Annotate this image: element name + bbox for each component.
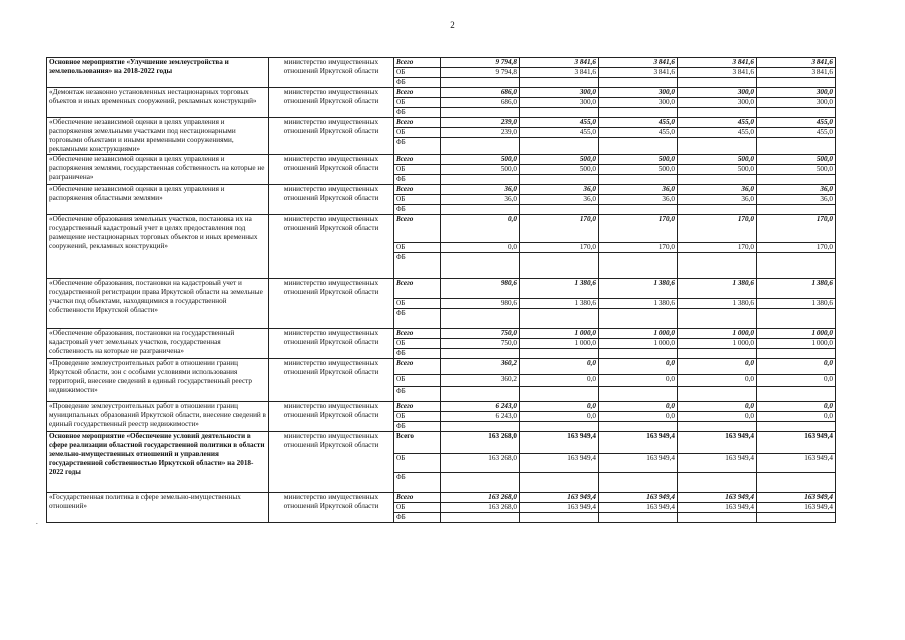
executor-cell: министерство имущественных отношений Иркутской области xyxy=(269,493,394,523)
amount-cell xyxy=(441,253,520,279)
amount-cell: 0,0 xyxy=(757,412,836,422)
amount-cell: 163 949,4 xyxy=(599,503,678,513)
amount-cell: 1 000,0 xyxy=(757,339,836,349)
table-row xyxy=(47,359,836,375)
amount-cell: 36,0 xyxy=(441,195,520,205)
amount-cell: 1 380,6 xyxy=(678,299,757,309)
amount-cell: 3 841,6 xyxy=(757,68,836,78)
amount-cell: 455,0 xyxy=(678,128,757,138)
amount-cell: 300,0 xyxy=(520,88,599,98)
amount-cell: 3 841,6 xyxy=(520,68,599,78)
funding-source: Всего xyxy=(394,329,441,339)
amount-cell xyxy=(441,513,520,523)
amount-cell xyxy=(520,387,599,402)
amount-cell: 500,0 xyxy=(599,165,678,175)
amount-cell: 300,0 xyxy=(757,88,836,98)
amount-cell: 455,0 xyxy=(599,128,678,138)
amount-cell xyxy=(599,422,678,432)
amount-cell: 500,0 xyxy=(441,165,520,175)
table-row xyxy=(47,185,836,195)
funding-source: ОБ xyxy=(394,299,441,309)
executor-cell: министерство имущественных отношений Иркутской области xyxy=(269,215,394,279)
amount-cell: 163 949,4 xyxy=(678,432,757,454)
executor-cell: министерство имущественных отношений Иркутской области xyxy=(269,88,394,118)
amount-cell: 6 243,0 xyxy=(441,402,520,412)
executor-cell: министерство имущественных отношений Иркутской области xyxy=(269,402,394,432)
funding-source: ФБ xyxy=(394,108,441,118)
amount-cell xyxy=(757,205,836,215)
amount-cell: 163 949,4 xyxy=(599,454,678,473)
funding-source: ФБ xyxy=(394,422,441,432)
executor-cell: министерство имущественных отношений Иркутской области xyxy=(269,329,394,359)
amount-cell: 163 268,0 xyxy=(441,503,520,513)
funding-source: ОБ xyxy=(394,128,441,138)
amount-cell: 300,0 xyxy=(599,88,678,98)
amount-cell: 455,0 xyxy=(757,118,836,128)
amount-cell xyxy=(678,175,757,185)
activity-name: «Проведение землеустроительных работ в отношении границ Иркутской области, зон с особыми условиями использования территорий, внесение сведений в единый государственный реестр недвижимости» xyxy=(47,359,269,402)
funding-source: ОБ xyxy=(394,503,441,513)
funding-source: Всего xyxy=(394,432,441,454)
amount-cell: 36,0 xyxy=(520,185,599,195)
table-row xyxy=(47,329,836,339)
funding-source: ФБ xyxy=(394,138,441,155)
funding-source: Всего xyxy=(394,155,441,165)
amount-cell: 0,0 xyxy=(678,402,757,412)
amount-cell: 500,0 xyxy=(678,155,757,165)
amount-cell: 170,0 xyxy=(678,215,757,243)
funding-source: ОБ xyxy=(394,98,441,108)
funding-source: Всего xyxy=(394,359,441,375)
budget-table xyxy=(46,57,836,523)
amount-cell xyxy=(757,349,836,359)
amount-cell: 300,0 xyxy=(599,98,678,108)
activity-name: Основное мероприятие «Улучшение землеустройства и землепользования» на 2018-2022 годы xyxy=(47,58,269,88)
funding-source: ФБ xyxy=(394,473,441,493)
amount-cell xyxy=(757,78,836,88)
funding-source: ОБ xyxy=(394,454,441,473)
amount-cell xyxy=(441,349,520,359)
amount-cell: 750,0 xyxy=(441,339,520,349)
activity-name: «Обеспечение независимой оценки в целях управления и распоряжения землями, государственная собственность на которые не разграничена» xyxy=(47,155,269,185)
amount-cell: 9 794,8 xyxy=(441,68,520,78)
amount-cell xyxy=(599,387,678,402)
amount-cell: 163 949,4 xyxy=(599,493,678,503)
amount-cell xyxy=(599,108,678,118)
amount-cell xyxy=(678,309,757,329)
amount-cell: 163 949,4 xyxy=(599,432,678,454)
funding-source: Всего xyxy=(394,493,441,503)
funding-source: Всего xyxy=(394,215,441,243)
activity-name: «Обеспечение образования, постановки на кадастровый учет и государственной регистрации права Иркутской области на земельные участки под объектами, находящимися в государственной собственности Иркутской области» xyxy=(47,279,269,329)
table-row xyxy=(47,118,836,128)
amount-cell xyxy=(599,513,678,523)
activity-name: Основное мероприятие «Обеспечение условий деятельности в сфере реализации областной государственной политики в области земельно-имущественных отношений и управления государственной собственностью Иркутской области» на 2018-2022 годы xyxy=(47,432,269,493)
funding-source: ОБ xyxy=(394,339,441,349)
amount-cell: 360,2 xyxy=(441,375,520,387)
amount-cell: 163 949,4 xyxy=(678,454,757,473)
amount-cell xyxy=(757,253,836,279)
amount-cell: 0,0 xyxy=(520,359,599,375)
amount-cell: 3 841,6 xyxy=(757,58,836,68)
amount-cell: 170,0 xyxy=(757,215,836,243)
amount-cell: 1 380,6 xyxy=(520,299,599,309)
amount-cell: 500,0 xyxy=(520,155,599,165)
amount-cell xyxy=(757,422,836,432)
amount-cell: 1 000,0 xyxy=(757,329,836,339)
amount-cell: 163 949,4 xyxy=(757,503,836,513)
amount-cell: 0,0 xyxy=(757,359,836,375)
amount-cell: 500,0 xyxy=(678,165,757,175)
amount-cell xyxy=(520,309,599,329)
amount-cell: 170,0 xyxy=(520,215,599,243)
page-number: 2 xyxy=(450,20,455,30)
amount-cell xyxy=(599,309,678,329)
amount-cell xyxy=(520,78,599,88)
amount-cell: 0,0 xyxy=(599,359,678,375)
executor-cell: министерство имущественных отношений Иркутской области xyxy=(269,118,394,155)
amount-cell: 980,6 xyxy=(441,299,520,309)
amount-cell: 455,0 xyxy=(599,118,678,128)
amount-cell: 500,0 xyxy=(757,155,836,165)
amount-cell: 3 841,6 xyxy=(678,68,757,78)
amount-cell: 163 949,4 xyxy=(757,432,836,454)
funding-source: Всего xyxy=(394,185,441,195)
executor-cell: министерство имущественных отношений Иркутской области xyxy=(269,58,394,88)
activity-name: «Обеспечение образования, постановки на государственный кадастровый учет земельных участков, государственная собственность на которые не разграничена» xyxy=(47,329,269,359)
amount-cell xyxy=(678,473,757,493)
amount-cell xyxy=(757,175,836,185)
amount-cell: 455,0 xyxy=(520,128,599,138)
funding-source: ФБ xyxy=(394,349,441,359)
executor-cell: министерство имущественных отношений Иркутской области xyxy=(269,432,394,493)
amount-cell xyxy=(520,422,599,432)
amount-cell: 0,0 xyxy=(441,243,520,253)
amount-cell xyxy=(520,108,599,118)
executor-cell: министерство имущественных отношений Иркутской области xyxy=(269,279,394,329)
amount-cell xyxy=(441,175,520,185)
amount-cell: 1 000,0 xyxy=(599,339,678,349)
amount-cell: 0,0 xyxy=(757,402,836,412)
amount-cell xyxy=(678,205,757,215)
funding-source: ФБ xyxy=(394,387,441,402)
amount-cell xyxy=(678,513,757,523)
amount-cell: 300,0 xyxy=(520,98,599,108)
amount-cell xyxy=(441,205,520,215)
amount-cell xyxy=(757,108,836,118)
amount-cell xyxy=(757,513,836,523)
amount-cell xyxy=(441,387,520,402)
amount-cell: 163 949,4 xyxy=(520,432,599,454)
amount-cell xyxy=(441,108,520,118)
amount-cell: 1 000,0 xyxy=(678,329,757,339)
amount-cell: 36,0 xyxy=(599,185,678,195)
table-row xyxy=(47,493,836,503)
amount-cell xyxy=(441,309,520,329)
amount-cell: 163 949,4 xyxy=(520,454,599,473)
amount-cell: 0,0 xyxy=(599,412,678,422)
funding-source: ФБ xyxy=(394,205,441,215)
amount-cell: 163 949,4 xyxy=(678,503,757,513)
funding-source: ОБ xyxy=(394,195,441,205)
amount-cell xyxy=(757,387,836,402)
amount-cell: 163 268,0 xyxy=(441,454,520,473)
table-row xyxy=(47,88,836,98)
amount-cell: 980,6 xyxy=(441,279,520,299)
table-row xyxy=(47,279,836,299)
amount-cell: 1 000,0 xyxy=(520,329,599,339)
amount-cell xyxy=(678,78,757,88)
amount-cell: 0,0 xyxy=(520,412,599,422)
amount-cell: 360,2 xyxy=(441,359,520,375)
activity-name: «Государственная политика в сфере земельно-имущественных отношений» xyxy=(47,493,269,523)
amount-cell: 163 949,4 xyxy=(757,454,836,473)
amount-cell xyxy=(757,473,836,493)
amount-cell: 300,0 xyxy=(757,98,836,108)
amount-cell xyxy=(520,205,599,215)
amount-cell xyxy=(678,138,757,155)
funding-source: ОБ xyxy=(394,243,441,253)
amount-cell xyxy=(441,473,520,493)
amount-cell: 163 268,0 xyxy=(441,493,520,503)
amount-cell: 300,0 xyxy=(678,88,757,98)
amount-cell: 300,0 xyxy=(678,98,757,108)
amount-cell xyxy=(599,253,678,279)
amount-cell xyxy=(599,473,678,493)
amount-cell: 170,0 xyxy=(599,215,678,243)
amount-cell: 3 841,6 xyxy=(678,58,757,68)
funding-source: ФБ xyxy=(394,175,441,185)
activity-name: «Обеспечение образования земельных участков, постановка их на государственный кадастровый учет в целях предоставления под размещение нестационарных торговых объектов и иных временных сооружений, рекламных конструкций» xyxy=(47,215,269,279)
funding-source: Всего xyxy=(394,279,441,299)
amount-cell: 163 949,4 xyxy=(757,493,836,503)
amount-cell xyxy=(678,253,757,279)
amount-cell xyxy=(678,108,757,118)
amount-cell: 170,0 xyxy=(757,243,836,253)
amount-cell xyxy=(599,138,678,155)
amount-cell: 500,0 xyxy=(441,155,520,165)
amount-cell xyxy=(678,387,757,402)
amount-cell: 0,0 xyxy=(520,375,599,387)
amount-cell: 36,0 xyxy=(678,185,757,195)
amount-cell: 36,0 xyxy=(678,195,757,205)
amount-cell: 455,0 xyxy=(520,118,599,128)
amount-cell: 239,0 xyxy=(441,128,520,138)
funding-source: Всего xyxy=(394,118,441,128)
amount-cell xyxy=(520,138,599,155)
amount-cell: 686,0 xyxy=(441,98,520,108)
funding-source: Всего xyxy=(394,58,441,68)
amount-cell xyxy=(520,253,599,279)
amount-cell xyxy=(678,422,757,432)
amount-cell: 0,0 xyxy=(678,375,757,387)
table-row xyxy=(47,215,836,243)
amount-cell: 1 380,6 xyxy=(757,279,836,299)
amount-cell: 1 000,0 xyxy=(678,339,757,349)
amount-cell: 686,0 xyxy=(441,88,520,98)
amount-cell xyxy=(520,473,599,493)
executor-cell: министерство имущественных отношений Иркутской области xyxy=(269,155,394,185)
amount-cell xyxy=(599,78,678,88)
funding-source: ОБ xyxy=(394,68,441,78)
amount-cell: 1 000,0 xyxy=(520,339,599,349)
amount-cell: 500,0 xyxy=(757,165,836,175)
activity-name: «Обеспечение независимой оценки в целях управления и распоряжения земельными участками под нестационарными торговыми объектами и иными временными сооружениями, рекламными конструкциями» xyxy=(47,118,269,155)
activity-name: «Демонтаж незаконно установленных нестационарных торговых объектов и иных временных сооружений, рекламных конструкций» xyxy=(47,88,269,118)
amount-cell xyxy=(757,138,836,155)
amount-cell: 36,0 xyxy=(757,195,836,205)
amount-cell: 0,0 xyxy=(520,402,599,412)
activity-name: «Обеспечение независимой оценки в целях управления и распоряжения областными землями» xyxy=(47,185,269,215)
amount-cell: 163 268,0 xyxy=(441,432,520,454)
amount-cell: 170,0 xyxy=(678,243,757,253)
amount-cell: 0,0 xyxy=(678,412,757,422)
amount-cell: 163 949,4 xyxy=(520,493,599,503)
amount-cell: 1 380,6 xyxy=(520,279,599,299)
amount-cell: 3 841,6 xyxy=(520,58,599,68)
amount-cell: 36,0 xyxy=(520,195,599,205)
amount-cell xyxy=(678,349,757,359)
funding-source: ОБ xyxy=(394,412,441,422)
amount-cell: 1 000,0 xyxy=(599,329,678,339)
amount-cell: 750,0 xyxy=(441,329,520,339)
amount-cell xyxy=(599,205,678,215)
funding-source: ОБ xyxy=(394,165,441,175)
amount-cell: 0,0 xyxy=(599,402,678,412)
table-row xyxy=(47,402,836,412)
amount-cell xyxy=(441,78,520,88)
amount-cell: 1 380,6 xyxy=(599,279,678,299)
amount-cell: 0,0 xyxy=(678,359,757,375)
table-row xyxy=(47,155,836,165)
amount-cell: 0,0 xyxy=(441,215,520,243)
amount-cell: 500,0 xyxy=(520,165,599,175)
amount-cell: 500,0 xyxy=(599,155,678,165)
amount-cell: 163 949,4 xyxy=(678,493,757,503)
amount-cell xyxy=(520,513,599,523)
amount-cell xyxy=(599,175,678,185)
funding-source: ФБ xyxy=(394,513,441,523)
funding-source: ОБ xyxy=(394,375,441,387)
amount-cell: 0,0 xyxy=(757,375,836,387)
amount-cell: 9 794,8 xyxy=(441,58,520,68)
executor-cell: министерство имущественных отношений Иркутской области xyxy=(269,185,394,215)
amount-cell: 455,0 xyxy=(678,118,757,128)
amount-cell xyxy=(520,175,599,185)
amount-cell: 6 243,0 xyxy=(441,412,520,422)
amount-cell: 0,0 xyxy=(599,375,678,387)
table-row xyxy=(47,432,836,454)
executor-cell: министерство имущественных отношений Иркутской области xyxy=(269,359,394,402)
amount-cell: 1 380,6 xyxy=(757,299,836,309)
amount-cell: 455,0 xyxy=(757,128,836,138)
amount-cell xyxy=(757,309,836,329)
amount-cell: 1 380,6 xyxy=(678,279,757,299)
funding-source: Всего xyxy=(394,88,441,98)
amount-cell: 239,0 xyxy=(441,118,520,128)
amount-cell xyxy=(441,138,520,155)
amount-cell: 36,0 xyxy=(599,195,678,205)
amount-cell xyxy=(520,349,599,359)
amount-cell: 170,0 xyxy=(599,243,678,253)
amount-cell: 170,0 xyxy=(520,243,599,253)
funding-source: ФБ xyxy=(394,253,441,279)
amount-cell: 3 841,6 xyxy=(599,58,678,68)
amount-cell: 36,0 xyxy=(757,185,836,195)
amount-cell: 1 380,6 xyxy=(599,299,678,309)
table-row xyxy=(47,58,836,68)
budget-table-body xyxy=(47,58,836,523)
amount-cell xyxy=(599,349,678,359)
amount-cell: 163 949,4 xyxy=(520,503,599,513)
activity-name: «Проведение землеустроительных работ в отношении границ муниципальных образований Иркутской области, внесение сведений в единый государственный реестр недвижимости» xyxy=(47,402,269,432)
funding-source: ФБ xyxy=(394,78,441,88)
amount-cell xyxy=(441,422,520,432)
amount-cell: 36,0 xyxy=(441,185,520,195)
stray-mark: . xyxy=(36,518,38,526)
funding-source: Всего xyxy=(394,402,441,412)
funding-source: ФБ xyxy=(394,309,441,329)
amount-cell: 3 841,6 xyxy=(599,68,678,78)
